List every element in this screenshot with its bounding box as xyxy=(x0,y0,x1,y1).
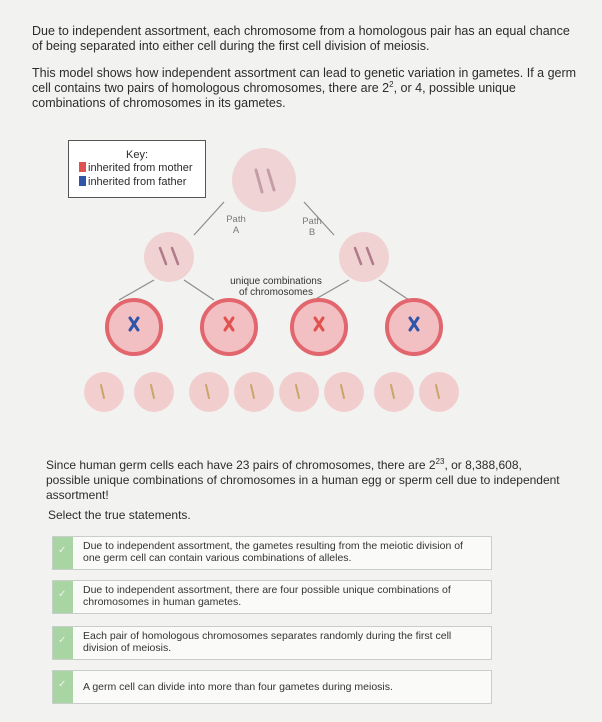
option-3-label: Each pair of homologous chromosomes separates randomly during the first cell division of meiosis. xyxy=(83,630,452,654)
option-3[interactable] xyxy=(52,626,492,660)
path-b-label: Path B xyxy=(302,216,322,238)
checkbox-icon[interactable] xyxy=(53,627,73,659)
diagram-key xyxy=(68,140,206,198)
unique-combinations-label: unique combinations of chromosomes xyxy=(230,276,322,298)
checkbox-icon[interactable] xyxy=(53,671,73,703)
intro-paragraph-1: Due to independent assortment, each chromosome from a homologous pair has an equal chance of being separated into either cell during the first cell division of meiosis. xyxy=(32,24,570,53)
mother-chromosome-icon xyxy=(79,162,86,172)
father-chromosome-icon xyxy=(79,176,86,186)
key-father-row xyxy=(79,175,205,189)
path-a-label: Path A xyxy=(226,214,246,236)
key-father-label: inherited from father xyxy=(88,176,187,188)
option-2[interactable] xyxy=(52,580,492,614)
question-prompt: Select the true statements. xyxy=(48,508,191,522)
conclusion-paragraph: Since human germ cells each have 23 pairs of chromosomes, there are $2^{23}$, or 8,388,608, possible unique combinations of chromosomes in a human egg or sperm cell due to independent assortment! xyxy=(46,457,560,502)
key-title: Key: xyxy=(125,149,148,161)
option-4-label: A germ cell can divide into more than four gametes during meiosis. xyxy=(83,681,393,693)
checkbox-icon[interactable] xyxy=(53,537,73,569)
checkbox-icon[interactable] xyxy=(53,581,73,613)
key-mother-label: inherited from mother xyxy=(88,162,193,174)
intro-paragraph-2: This model shows how independent assortment can lead to genetic variation in gametes. If a germ cell contains two pairs of homologous chromosomes, there are $2^2$, or 4, possible unique combinations of chromosomes in its gametes. xyxy=(32,66,577,110)
option-1-label: Due to independent assortment, the gametes resulting from the meiotic division of one germ cell can contain various combinations of alleles. xyxy=(83,540,463,564)
option-2-label: Due to independent assortment, there are four possible unique combinations of chromosomes in human gametes. xyxy=(83,584,451,608)
key-mother-row xyxy=(79,161,205,175)
option-4[interactable] xyxy=(52,670,492,704)
option-1[interactable] xyxy=(52,536,492,570)
